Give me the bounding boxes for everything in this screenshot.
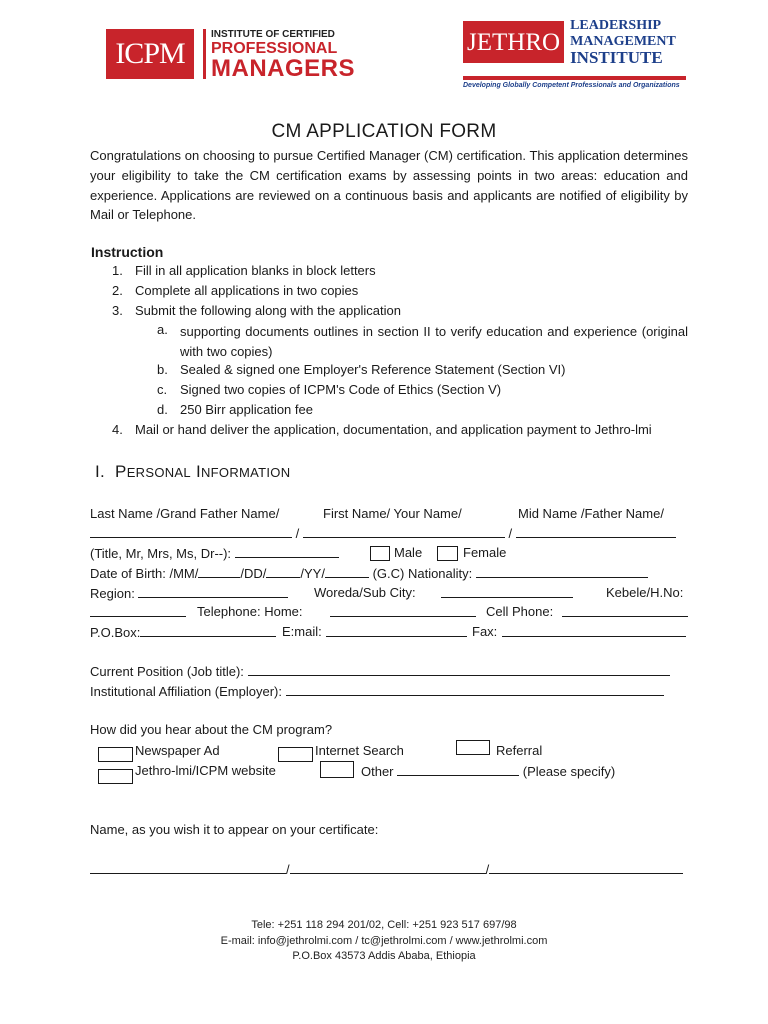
internet-checkbox[interactable] — [278, 747, 313, 762]
telephone-home-field-wrap — [330, 604, 476, 620]
other-checkbox[interactable] — [320, 761, 354, 778]
section-heading-personal-information — [95, 462, 290, 482]
title-gender-row — [90, 545, 339, 561]
title-label: (Title, Mr, Mrs, Ms, Dr--): — [90, 546, 232, 561]
telephone-row — [90, 604, 186, 620]
section-title-p: P — [115, 462, 127, 481]
slash-separator: / — [286, 862, 290, 877]
icpm-logo-line1: INSTITUTE OF CERTIFIED — [211, 28, 335, 40]
please-specify-label: (Please specify) — [522, 764, 616, 779]
female-checkbox[interactable] — [437, 546, 458, 561]
internet-label: Internet Search — [315, 743, 404, 758]
nationality-label: (G.C) Nationality: — [372, 566, 473, 581]
fax-field-wrap — [502, 624, 686, 640]
dob-day-label: /DD/ — [240, 566, 267, 581]
dob-year-field[interactable] — [325, 565, 369, 578]
region-field[interactable] — [138, 585, 288, 598]
mid-name-label: Mid Name /Father Name/ — [518, 506, 664, 521]
email-field[interactable] — [326, 624, 467, 637]
last-name-label: Last Name /Grand Father Name/ — [90, 506, 280, 521]
contact-row — [90, 624, 276, 640]
name-fields-row — [90, 525, 676, 541]
instruction-number: 1. — [112, 263, 123, 278]
certificate-name-field-1[interactable] — [90, 861, 286, 874]
last-name-field[interactable] — [90, 525, 292, 538]
referral-checkbox[interactable] — [456, 740, 490, 755]
instruction-text: Sealed & signed one Employer's Reference Statement (Section VI) — [180, 362, 566, 377]
newspaper-checkbox[interactable] — [98, 747, 133, 762]
male-label: Male — [394, 545, 423, 560]
section-title-ersonal: ERSONAL — [126, 465, 191, 480]
position-field[interactable] — [248, 663, 670, 676]
instruction-text: Mail or hand deliver the application, documentation, and application payment to Jethro-lmi — [135, 422, 652, 437]
section-title-i: I — [195, 462, 201, 481]
kebele-label: Kebele/H.No: — [606, 585, 684, 600]
slash-separator: / — [508, 526, 513, 541]
affiliation-field[interactable] — [286, 683, 664, 696]
icpm-logo-text — [211, 28, 356, 82]
jethro-logo-box: JETHRO — [463, 21, 564, 63]
kebele-field[interactable] — [90, 604, 186, 617]
dob-nationality-row — [90, 565, 648, 581]
footer-phone: Tele: +251 118 294 201/02, Cell: +251 923 517 697/98 — [251, 919, 517, 931]
instruction-number: a. — [157, 322, 168, 337]
mid-name-field[interactable] — [516, 525, 676, 538]
email-field-wrap — [326, 624, 467, 640]
jethro-logo-line3: INSTITUTE — [570, 48, 663, 67]
other-row — [361, 763, 615, 779]
jethro-logo-line1: LEADERSHIP — [570, 18, 662, 33]
certificate-name-fields — [90, 861, 683, 877]
instruction-text: Complete all applications in two copies — [135, 283, 359, 298]
female-label: Female — [463, 545, 507, 560]
website-label: Jethro-lmi/ICPM website — [135, 763, 276, 778]
icpm-logo — [106, 28, 356, 82]
region-label: Region: — [90, 586, 135, 601]
instruction-number: 3. — [112, 303, 123, 318]
slash-separator: / — [295, 526, 300, 541]
other-label: Other — [361, 764, 394, 779]
instruction-number: b. — [157, 362, 168, 377]
jethro-logo-line2: MANAGEMENT — [570, 34, 676, 49]
instruction-number: c. — [157, 382, 168, 397]
jethro-logo-rule — [463, 76, 686, 80]
certificate-name-field-2[interactable] — [290, 861, 486, 874]
instruction-text: 250 Birr application fee — [180, 402, 313, 417]
fax-label: Fax: — [472, 624, 498, 639]
telephone-home-field[interactable] — [330, 604, 476, 617]
section-number: I. — [95, 462, 106, 481]
male-checkbox[interactable] — [370, 546, 390, 561]
footer-email: E-mail: info@jethrolmi.com / tc@jethrolmi.com / www.jethrolmi.com — [220, 934, 548, 947]
instruction-text: supporting documents outlines in section II to verify education and experience (original with two copies) — [180, 324, 688, 359]
cell-phone-label: Cell Phone: — [486, 604, 554, 619]
instruction-text: Signed two copies of ICPM's Code of Ethics (Section V) — [180, 382, 502, 397]
slash-separator: / — [485, 862, 490, 877]
footer-contact — [0, 918, 768, 965]
website-checkbox[interactable] — [98, 769, 133, 784]
newspaper-label: Newspaper Ad — [135, 743, 220, 758]
instruction-text: Fill in all application blanks in block letters — [135, 263, 376, 278]
icpm-logo-line3: MANAGERS — [211, 54, 356, 82]
cell-phone-field[interactable] — [562, 604, 688, 617]
intro-paragraph: Congratulations on choosing to pursue Certified Manager (CM) certification. This application determines your eligibility to take the CM certification exams by assessing points in two areas: education and experience. Applications are reviewed on a continuous basis and applicants are notified of eligibility by Mail or Telephone. — [90, 148, 688, 223]
nationality-field[interactable] — [476, 565, 648, 578]
telephone-home-label: Telephone: Home: — [197, 604, 303, 619]
woreda-field[interactable] — [441, 585, 573, 598]
section-title-nformation: NFORMATION — [200, 465, 291, 480]
certificate-name-field-3[interactable] — [489, 861, 683, 874]
first-name-field[interactable] — [303, 525, 505, 538]
title-field[interactable] — [235, 545, 339, 558]
dob-day-field[interactable] — [266, 565, 300, 578]
affiliation-label: Institutional Affiliation (Employer): — [90, 684, 282, 699]
certificate-name-label: Name, as you wish it to appear on your certificate: — [90, 822, 379, 837]
first-name-label: First Name/ Your Name/ — [323, 506, 462, 521]
address-row — [90, 585, 288, 601]
fax-field[interactable] — [502, 624, 686, 637]
icpm-logo-box: ICPM — [106, 29, 194, 79]
form-title: CM APPLICATION FORM — [271, 121, 497, 142]
pobox-field[interactable] — [140, 624, 276, 637]
dob-year-label: /YY/ — [300, 566, 325, 581]
cell-phone-field-wrap — [562, 604, 688, 620]
affiliation-row — [90, 683, 664, 699]
name-labels-row — [90, 506, 279, 521]
other-specify-field[interactable] — [397, 763, 519, 776]
instruction-number: 4. — [112, 422, 123, 437]
dob-label: Date of Birth: /MM/ — [90, 566, 199, 581]
instruction-number: 2. — [112, 283, 123, 298]
dob-month-field[interactable] — [198, 565, 240, 578]
instruction-heading: Instruction — [91, 244, 164, 260]
jethro-logo-text — [570, 18, 676, 66]
icpm-logo-line2: PROFESSIONAL — [211, 39, 338, 57]
woreda-field-wrap — [441, 585, 573, 601]
position-row — [90, 663, 670, 679]
instruction-number: d. — [157, 402, 168, 417]
email-label: E:mail: — [282, 624, 322, 639]
icpm-logo-divider — [203, 29, 206, 79]
pobox-label: P.O.Box: — [90, 625, 141, 640]
referral-label: Referral — [496, 743, 543, 758]
hear-question: How did you hear about the CM program? — [90, 722, 333, 737]
jethro-logo-tagline: Developing Globally Competent Professionals and Organizations — [463, 82, 680, 89]
instruction-text: Submit the following along with the application — [135, 303, 401, 318]
woreda-label: Woreda/Sub City: — [314, 585, 416, 600]
jethro-logo — [463, 18, 686, 89]
footer-address: P.O.Box 43573 Addis Ababa, Ethiopia — [292, 950, 476, 962]
position-label: Current Position (Job title): — [90, 664, 244, 679]
